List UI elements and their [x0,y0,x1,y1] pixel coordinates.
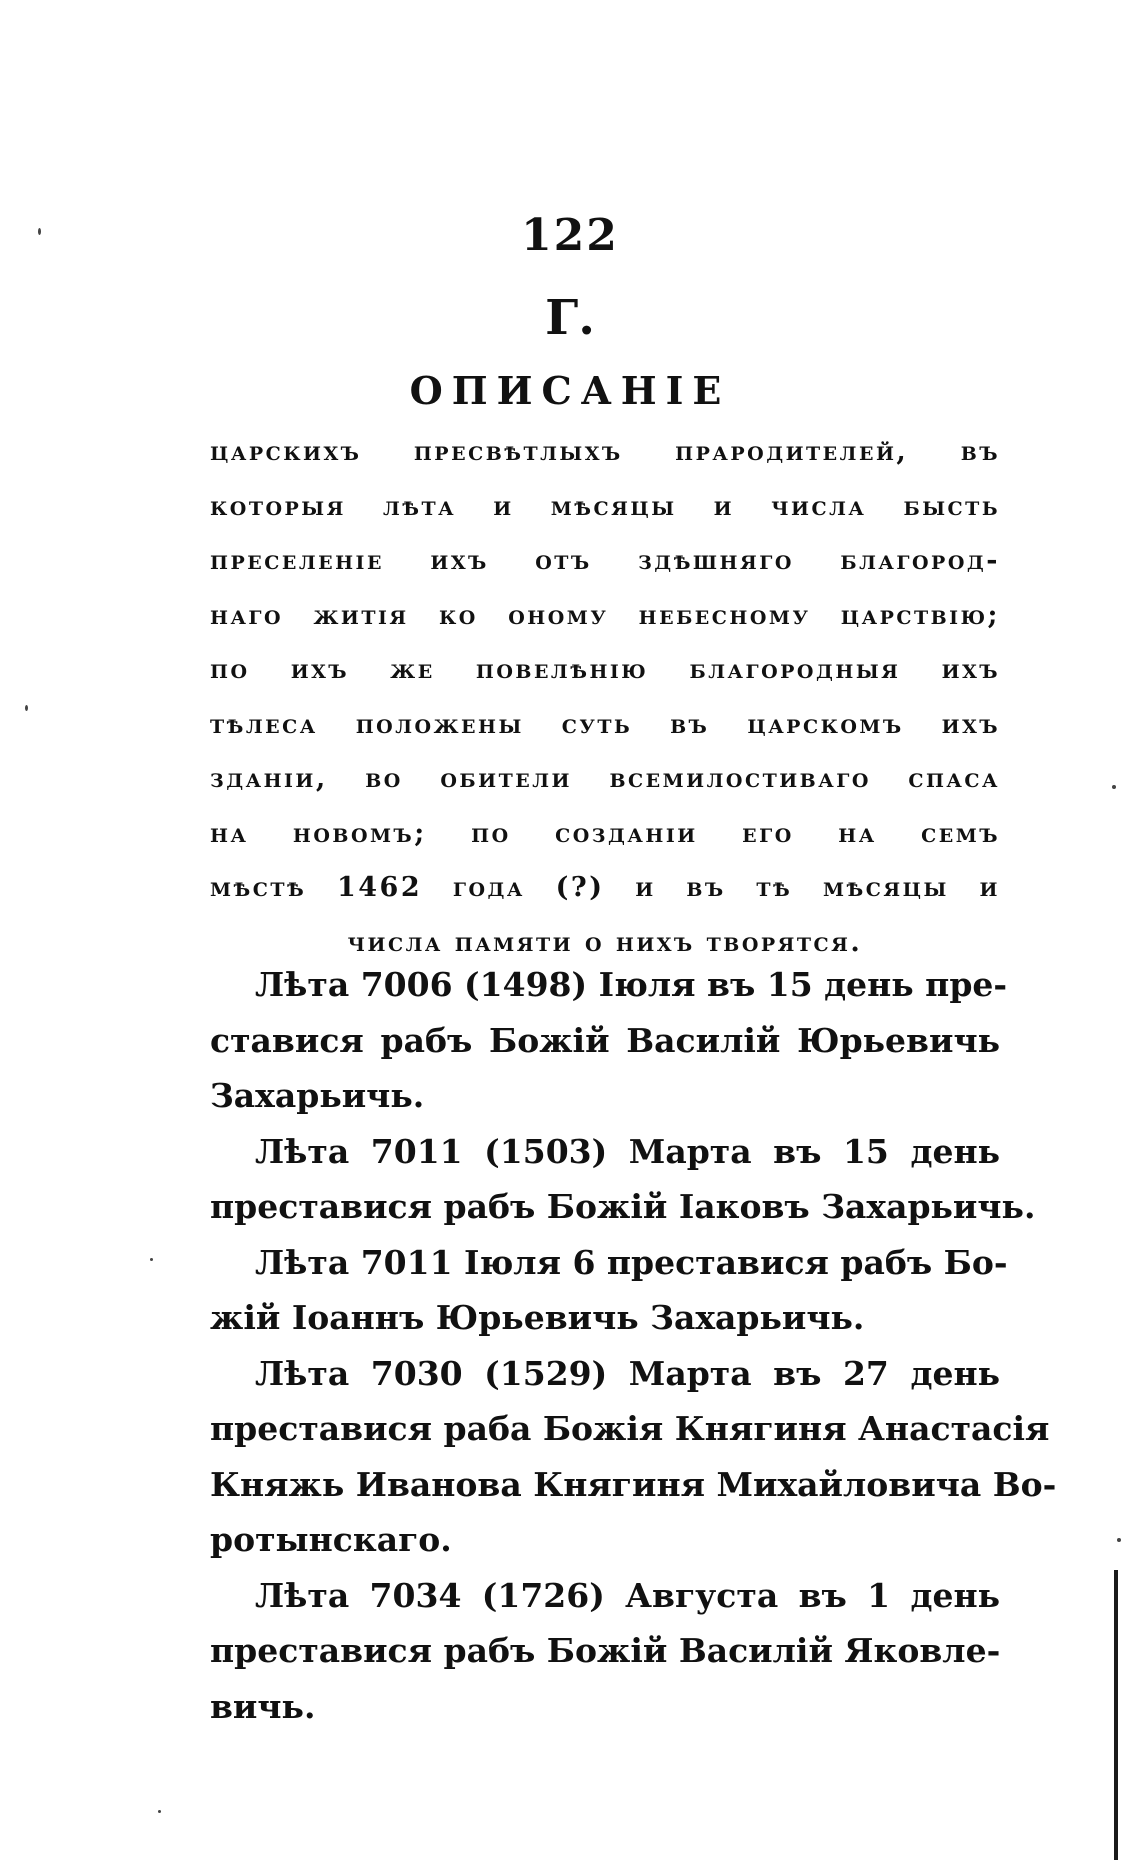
heading-line: наго житія ко оному небесному царствію; [210,599,1000,631]
scan-speck [25,705,28,711]
heading-line: по ихъ же повелѣнію благородныя ихъ [210,654,1000,685]
entry-line: Лѣта 7011 (1503) Марта въ 15 день [255,1131,1000,1171]
heading-line: числа памяти о нихъ творятся. [347,926,863,958]
heading-line: которыя лѣта и мѣсяцы и числа бысть [210,490,1000,522]
entry-line: преставися раба Божія Княгиня Анастасія [210,1409,1050,1448]
heading-line: царскихъ пресвѣтлыхъ прародителей, въ [210,436,1000,467]
heading-line: зданіи, во обители всемилостиваго спаса [210,763,1000,794]
scan-speck [158,1810,161,1813]
entry-line: Лѣта 7006 (1498) Іюля въ 15 день пре- [255,965,1008,1004]
heading-line: на новомъ; по созданіи его на семъ [210,817,1000,849]
entry-line: преставися рабъ Божій Василій Яковле- [210,1631,1001,1670]
entry-line: Лѣта 7011 Іюля 6 преставися рабъ Бо- [255,1242,1008,1282]
entry-line: Княжь Иванова Княгиня Михайловича Во- [210,1464,1057,1504]
entry-line: вичь. [210,1686,316,1726]
margin-rule [1114,1570,1118,1860]
section-letter: Г. [545,290,595,346]
heading-line: мѣстѣ 1462 года (?) и въ тѣ мѣсяцы и [210,872,1000,903]
entries-block [210,965,1057,1742]
entry-line: ротынскаго. [210,1520,452,1559]
entry-line: ставися рабъ Божій Василій Юрьевичь [210,1020,1000,1060]
heading-title: ОПИСАНІЕ [409,368,731,413]
entry-line: Захарьичь. [210,1076,425,1115]
page-number: 122 [521,210,619,261]
heading-block [210,436,1000,981]
entry-line: Лѣта 7030 (1529) Марта въ 27 день [255,1353,1000,1393]
scan-speck [1117,1538,1121,1542]
scan-speck [38,228,41,235]
scan-speck [150,1258,153,1261]
heading-line: преселеніе ихъ отъ здѣшняго благород- [210,545,1000,576]
entry-line: преставися рабъ Божій Іаковъ Захарьичь. [210,1187,1036,1226]
entry-line: жій Іоаннъ Юрьевичь Захарьичь. [210,1298,865,1337]
entry-line: Лѣта 7034 (1726) Августа въ 1 день [255,1575,1000,1615]
scan-speck [1112,785,1116,789]
heading-line: тѣлеса положены суть въ царскомъ ихъ [210,708,1000,740]
